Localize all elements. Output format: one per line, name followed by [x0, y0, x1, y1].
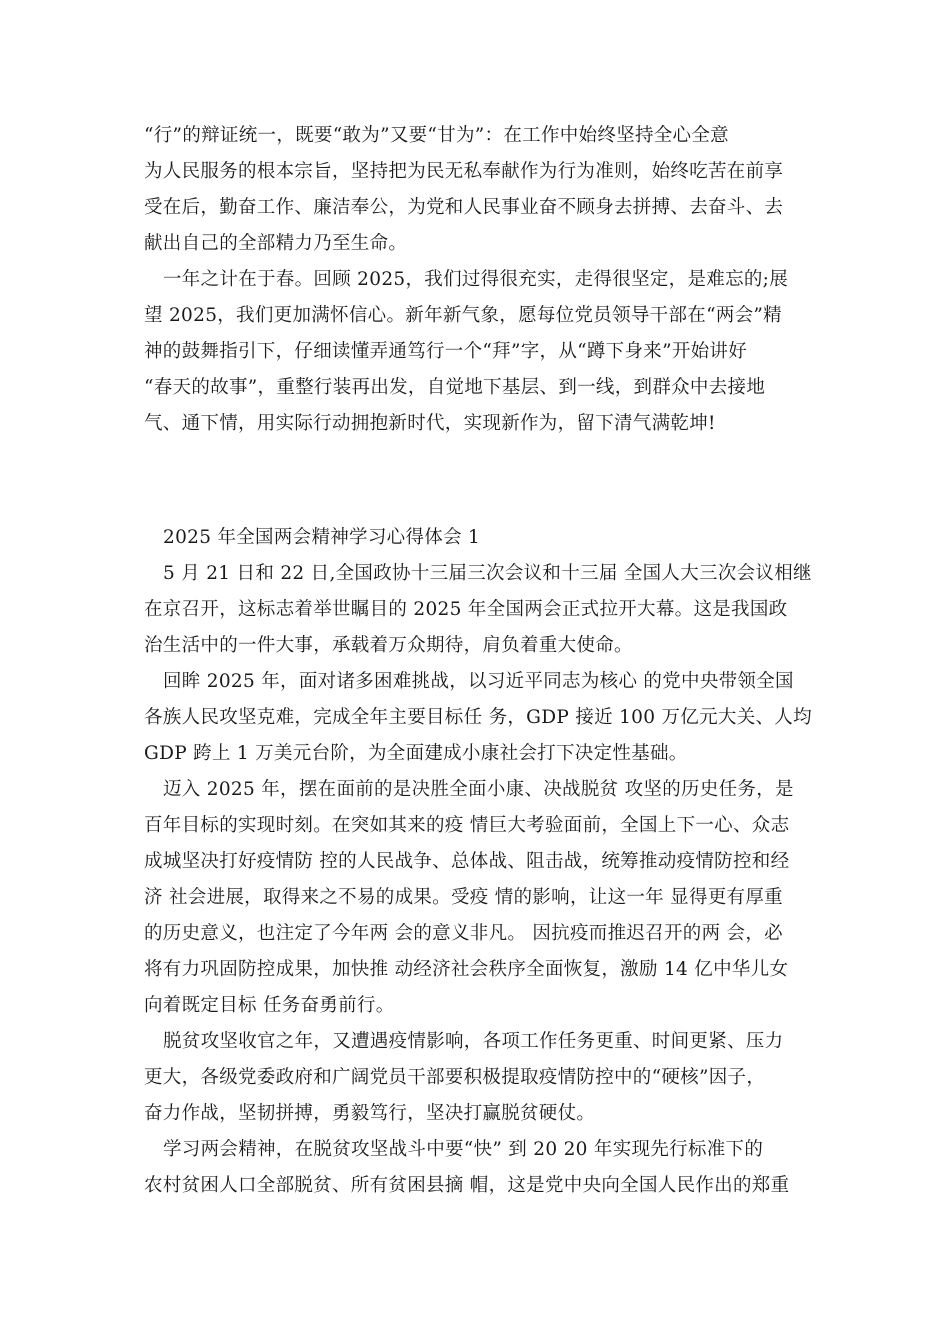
paragraph-line: 济 社会进展，取得来之不易的成果。受疫 情的影响，让这一年 显得更有厚重	[144, 887, 783, 908]
paragraph-line: GDP 跨上 1 万美元台阶，为全面建成小康社会打下决定性基础。	[144, 743, 688, 764]
paragraph-line: 农村贫困人口全部脱贫、所有贫困县摘 帽，这是党中央向全国人民作出的郑重	[144, 1175, 790, 1196]
paragraph-line: 在京召开，这标志着举世瞩目的 2025 年全国两会正式拉开大幕。这是我国政	[144, 599, 788, 620]
paragraph-line: 5 月 21 日和 22 日,全国政协十三届三次会议和十三届 全国人大三次会议相继	[163, 563, 812, 584]
paragraph-line: 气、通下情，用实际行动拥抱新时代，实现新作为，留下清气满乾坤!	[144, 413, 716, 434]
paragraph-line: “行”的辩证统一，既要“敢为”又要“甘为”：在工作中始终坚持全心全意	[144, 125, 729, 146]
paragraph-line: 奋力作战，坚韧拼搏，勇毅笃行，坚决打赢脱贫硬仗。	[144, 1103, 596, 1124]
paragraph-line: 望 2025，我们更加满怀信心。新年新气象，愿每位党员领导干部在“两会”精	[144, 305, 782, 326]
text-section-2	[144, 520, 816, 1204]
paragraph-line: 将有力巩固防控成果，加快推 动经济社会秩序全面恢复，激励 14 亿中华儿女	[144, 959, 789, 980]
paragraph-line: 神的鼓舞指引下，仔细读懂弄通笃行一个“拜”字，从“蹲下身来”开始讲好	[144, 341, 748, 362]
paragraph-line: 学习两会精神，在脱贫攻坚战斗中要“快” 到 20 20 年实现先行标准下的	[163, 1139, 764, 1160]
paragraph-line: 治生活中的一件大事，承载着万众期待，肩负着重大使命。	[144, 635, 633, 656]
paragraph-line: 迈入 2025 年，摆在面前的是决胜全面小康、决战脱贫 攻坚的历史任务，是	[163, 779, 794, 800]
paragraph-line: 为人民服务的根本宗旨，坚持把为民无私奉献作为行为准则，始终吃苦在前享	[144, 161, 784, 182]
paragraph-line: 成城坚决打好疫情防 控的人民战争、总体战、阻击战，统筹推动疫情防控和经	[144, 851, 790, 872]
paragraph-line: 各族人民攻坚克难，完成全年主要目标任 务，GDP 接近 100 万亿元大关、人均	[144, 707, 812, 728]
paragraph-line: 的历史意义，也注定了今年两 会的意义非凡。 因抗疫而推迟召开的两 会，必	[144, 923, 783, 944]
paragraph-line: 向着既定目标 任务奋勇前行。	[144, 995, 395, 1016]
paragraph-line: 百年目标的实现时刻。在突如其来的疫 情巨大考验面前，全国上下一心、众志	[144, 815, 790, 836]
section-title: 2025 年全国两会精神学习心得体会 1	[163, 527, 481, 548]
text-section-1	[144, 118, 816, 442]
paragraph-line: “春天的故事”，重整行装再出发，自觉地下基层、到一线，到群众中去接地	[144, 377, 766, 398]
paragraph-line: 受在后，勤奋工作、廉洁奉公，为党和人民事业奋不顾身去拼搏、去奋斗、去	[144, 197, 784, 218]
paragraph-line: 一年之计在于春。回顾 2025，我们过得很充实，走得很坚定，是难忘的;展	[163, 269, 788, 290]
paragraph-line: 回眸 2025 年，面对诸多困难挑战，以习近平同志为核心 的党中央带领全国	[163, 671, 794, 692]
paragraph-line: 更大，各级党委政府和广阔党员干部要积极提取疫情防控中的“硬核”因子，	[144, 1067, 766, 1088]
paragraph-line: 脱贫攻坚收官之年，又遭遇疫情影响，各项工作任务更重、时间更紧、压力	[163, 1031, 784, 1052]
paragraph-line: 献出自己的全部精力乃至生命。	[144, 233, 408, 254]
